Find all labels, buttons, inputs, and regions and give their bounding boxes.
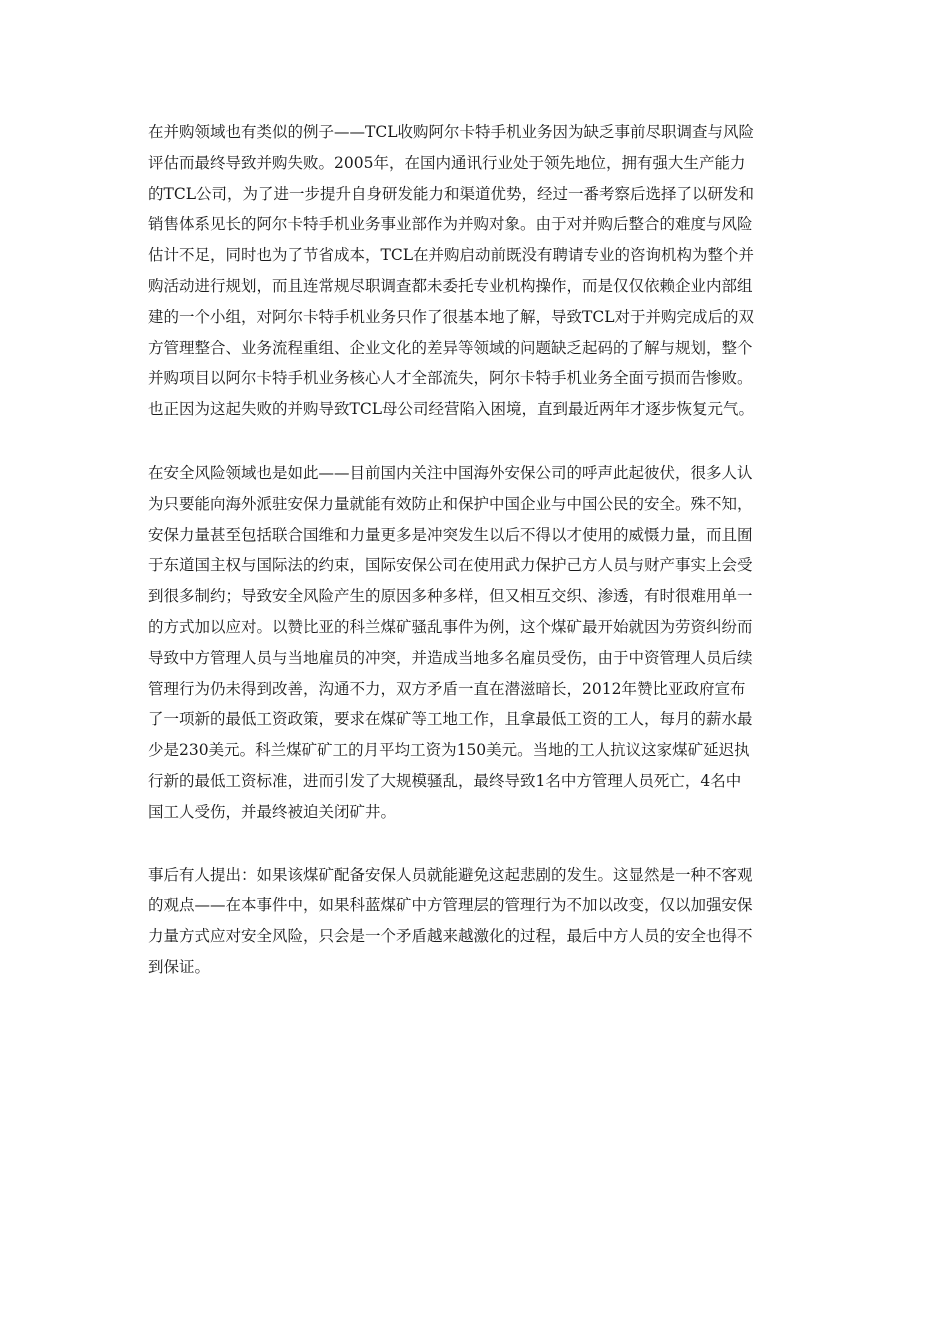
paragraph-aftermath: 事后有人提出：如果该煤矿配备安保人员就能避免这起悲剧的发生。这显然是一种不客观 的观点——在本事件中，如果科蓝煤矿中方管理层的管理行为不加以改变，仅以加强安保 力量方式应对安全风险，只会是一个矛盾越来越激化的过程，最后中方人员的安全也得不 到保证。 [148, 865, 753, 976]
paragraph-security-risk: 在安全风险领域也是如此——目前国内关注中国海外安保公司的呼声此起彼伏，很多人认 为只要能向海外派驻安保力量就能有效防止和保护中国企业与中国公民的安全。殊不知， 安保力量甚至包括联合国维和力量更多是冲突发生以后不得以才使用的威慑力量，而且囿 于东道国主权与国际法的约束，国际安保公司在使用武力保护己方人员与财产事实上会受 到很多制约；导致安全风险产生的原因多种多样，但又相互交织、渗透，有时很难用单一 的方式加以应对。以赞比亚的科兰煤矿骚乱事件为例，这个煤矿最开始就因为劳资纠纷而 导致中方管理人员与当地雇员的冲突，并造成当地多名雇员受伤，由于中资管理人员后续 管理行为仍未得到改善，沟通不力，双方矛盾一直在潜滋暗长，2012年赞比亚政府宣布 了一项新的最低工资政策，要求在煤矿等工地工作，且拿最低工资的工人，每月的薪水最 少是230美元。科兰煤矿矿工的月平均工资为150美元。当地的工人抗议这家煤矿延迟执 行新的最低工资标准，进而引发了大规模骚乱，最终导致1名中方管理人员死亡，4名中 国工人受伤，并最终被迫关闭矿井。 [148, 463, 753, 821]
document-page [148, 117, 800, 983]
paragraph-tcl-acquisition: 在并购领域也有类似的例子——TCL收购阿尔卡特手机业务因为缺乏事前尽职调查与风险 评估而最终导致并购失败。2005年，在国内通讯行业处于领先地位，拥有强大生产能力 的TCL公司，为了进一步提升自身研发能力和渠道优势，经过一番考察后选择了以研发和 销售体系见长的阿尔卡特手机业务事业部作为并购对象。由于对并购后整合的难度与风险 估计不足，同时也为了节省成本，TCL在并购启动前既没有聘请专业的咨询机构为整个并 购活动进行规划，而且连常规尽职调查都未委托专业机构操作，而是仅仅依赖企业内部组 建的一个小组，对阿尔卡特手机业务只作了很基本地了解，导致TCL对于并购完成后的双 方管理整合、业务流程重组、企业文化的差异等领域的问题缺乏起码的了解与规划，整个 并购项目以阿尔卡特手机业务核心人才全部流失，阿尔卡特手机业务全面亏损而告惨败。 也正因为这起失败的并购导致TCL母公司经营陷入困境，直到最近两年才逐步恢复元气。 [148, 123, 754, 419]
